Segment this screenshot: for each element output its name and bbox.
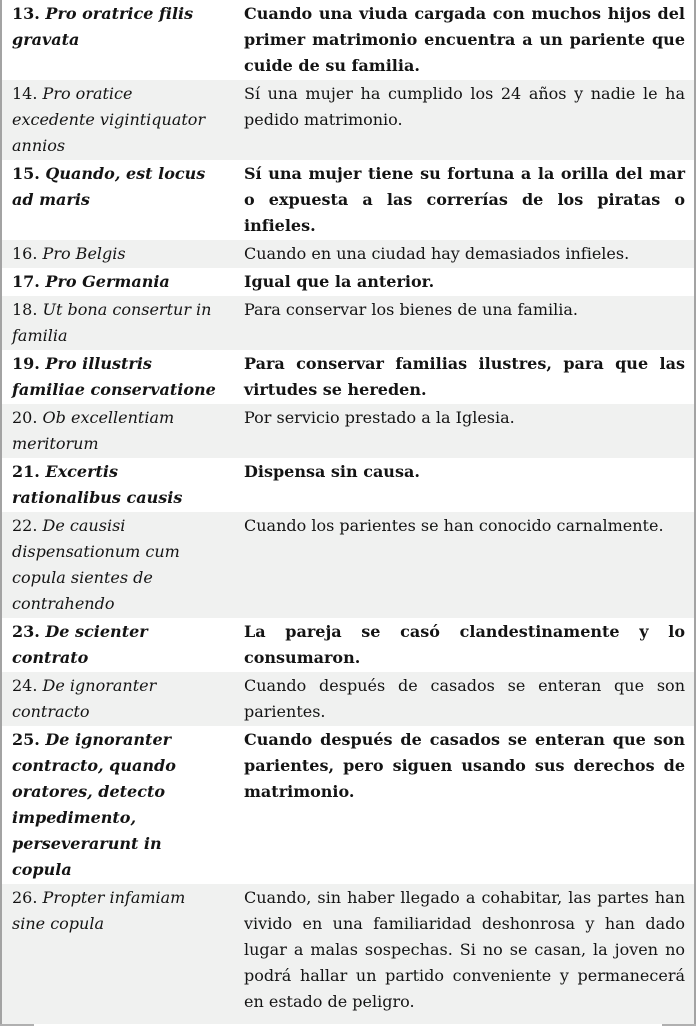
description-text: Cuando, sin haber llegado a cohabitar, las partes han vivido en una familiaridad deshonrosa y han dado lugar a malas sospechas. Si no se casan, la joven no podrá hallar un partido conveniente y permanecerá en estado de peligro. [244, 888, 685, 1011]
description-text: Cuando en una ciudad hay demasiados infieles. [244, 244, 630, 263]
table-row-25 [2, 726, 694, 884]
latin-term: Quando, est locus ad maris [12, 164, 206, 209]
table-row-20 [2, 404, 694, 458]
row-number: 21. [12, 462, 40, 481]
description-text: Cuando una viuda cargada con muchos hijos del primer matrimonio encuentra a un pariente que cuide de su familia. [244, 4, 685, 75]
description-text: Por servicio prestado a la Iglesia. [244, 408, 515, 427]
row-number: 23. [12, 622, 40, 641]
row-number: 16. [12, 244, 38, 263]
table-body [2, 0, 694, 1016]
term-cell [2, 161, 232, 213]
row-number: 17. [12, 272, 40, 291]
term-cell [2, 673, 232, 725]
row-number: 14. [12, 84, 38, 103]
latin-term: Pro oratrice filis gravata [12, 4, 194, 49]
description-text: Para conservar familias ilustres, para que las virtudes se hereden. [244, 354, 685, 399]
description-cell [232, 619, 694, 671]
table-row-19 [2, 350, 694, 404]
table-row-17 [2, 268, 694, 296]
term-cell [2, 885, 232, 937]
latin-term: Ut bona consertur in familia [12, 300, 212, 345]
term-cell [2, 459, 232, 511]
row-number: 18. [12, 300, 38, 319]
term-cell [2, 297, 232, 349]
description-cell [232, 161, 694, 239]
description-cell [232, 405, 694, 431]
row-number: 19. [12, 354, 40, 373]
term-cell [2, 269, 232, 295]
latin-term: Pro Belgis [42, 244, 126, 263]
table-row-14 [2, 80, 694, 160]
latin-term: Pro illustris familiae conservatione [12, 354, 216, 399]
description-text: Cuando después de casados se enteran que son parientes. [244, 676, 685, 721]
description-text: Dispensa sin causa. [244, 462, 420, 481]
table-row-26 [2, 884, 694, 1016]
table-row-partial [2, 1016, 694, 1024]
description-cell [232, 1, 694, 79]
latin-term: De ignoranter contracto, quando oratores, detecto impedimento, perseverarunt in copula [12, 730, 176, 879]
description-text: Para conservar los bienes de una familia. [244, 300, 578, 319]
description-text: Cuando después de casados se enteran que son parientes, pero siguen usando sus derechos de matrimonio. [244, 730, 685, 801]
row-number: 26. [12, 888, 38, 907]
latin-term: Excertis rationalibus causis [12, 462, 183, 507]
description-cell [232, 885, 694, 1015]
description-cell [232, 727, 694, 805]
description-cell [232, 241, 694, 267]
table-row-22 [2, 512, 694, 618]
term-cell [2, 405, 232, 457]
row-number: 20. [12, 408, 38, 427]
table-row-21 [2, 458, 694, 512]
description-cell [232, 513, 694, 539]
table-row-24 [2, 672, 694, 726]
term-cell [2, 727, 232, 883]
table-row-13 [2, 0, 694, 80]
table-row-18 [2, 296, 694, 350]
latin-term: De scienter contrato [12, 622, 148, 667]
term-cell [2, 81, 232, 159]
row-number: 22. [12, 516, 38, 535]
description-cell [232, 673, 694, 725]
term-cell [2, 619, 232, 671]
latin-term: Pro oratice excedente vigintiquator annios [12, 84, 206, 155]
description-text: Igual que la anterior. [244, 272, 435, 291]
row-number: 13. [12, 4, 40, 23]
row-number: 25. [12, 730, 40, 749]
term-cell [2, 513, 232, 617]
description-text: La pareja se casó clandestinamente y lo consumaron. [244, 622, 685, 667]
description-cell [232, 297, 694, 323]
term-cell [2, 351, 232, 403]
row-number: 15. [12, 164, 40, 183]
term-cell [2, 241, 232, 267]
latin-term: De ignoranter contracto [12, 676, 157, 721]
description-cell [232, 81, 694, 133]
latin-term: Pro Germania [45, 272, 170, 291]
description-text: Sí una mujer tiene su fortuna a la orilla del mar o expuesta a las correrías de los piratas o infieles. [244, 164, 685, 235]
description-text: Sí una mujer ha cumplido los 24 años y nadie le ha pedido matrimonio. [244, 84, 685, 129]
latin-term: De causisi dispensationum cum copula sientes de contrahendo [12, 516, 180, 613]
latin-term: Propter infamiam sine copula [12, 888, 186, 933]
description-text: Cuando los parientes se han conocido carnalmente. [244, 516, 664, 535]
description-cell [232, 459, 694, 485]
row-number: 24. [12, 676, 38, 695]
description-cell [232, 351, 694, 403]
term-cell [2, 1, 232, 53]
table-row-15 [2, 160, 694, 240]
table-row-16 [2, 240, 694, 268]
table-row-23 [2, 618, 694, 672]
latin-term: Ob excellentiam meritorum [12, 408, 175, 453]
description-cell [232, 269, 694, 295]
